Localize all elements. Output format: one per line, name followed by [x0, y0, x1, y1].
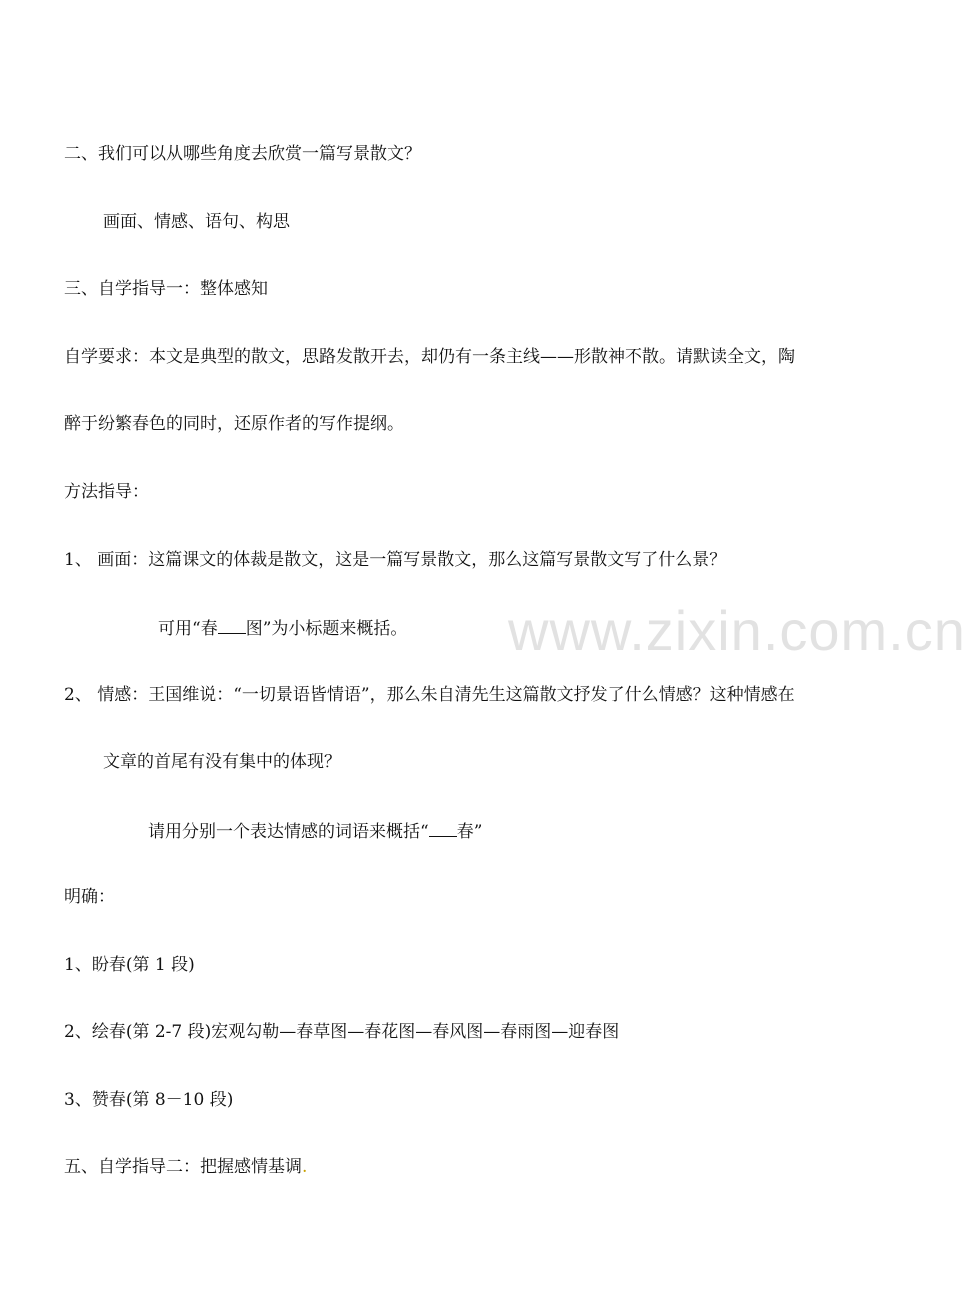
watermark: www.zixin.com.cn	[508, 599, 966, 662]
method-item-1: 1、 画面：这篇课文的体裁是散文，这是一篇写景散文，那么这篇写景散文写了什么景？	[64, 550, 727, 570]
method-item-2-continued: 文章的首尾有没有集中的体现？	[103, 752, 341, 772]
section-five-text: 五、自学指导二：把握感情基调	[64, 1157, 302, 1177]
section-three-heading: 三、自学指导一：整体感知	[64, 279, 268, 299]
outline-item-1: 1、盼春(第 1 段)	[64, 955, 195, 975]
self-study-requirement-continued: 醉于纷繁春色的同时，还原作者的写作提纲。	[64, 414, 404, 434]
blank-underline	[218, 616, 246, 634]
section-two-heading: 二、我们可以从哪些角度去欣赏一篇写景散文？	[64, 144, 421, 164]
hint-text-start: 可用“春	[158, 619, 218, 639]
hint-text-end: 春”	[456, 822, 483, 842]
method-item-1-hint	[158, 616, 407, 640]
hint-text-start: 请用分别一个表达情感的词语来概括“	[148, 822, 429, 842]
outline-item-2: 2、绘春(第 2-7 段)宏观勾勒—春草图—春花图—春风图—春雨图—迎春图	[64, 1022, 620, 1042]
appreciation-angles: 画面、情感、语句、构思	[103, 212, 290, 232]
method-item-2: 2、 情感：王国维说：“一切景语皆情语”，那么朱自清先生这篇散文抒发了什么情感？这种情感在	[64, 685, 795, 705]
method-item-2-hint	[148, 819, 482, 843]
method-guide-heading: 方法指导：	[64, 482, 149, 502]
self-study-requirement: 自学要求：本文是典型的散文，思路发散开去，却仍有一条主线——形散神不散。请默读全文，陶	[64, 347, 795, 367]
trailing-dot: .	[302, 1157, 308, 1177]
blank-underline	[429, 819, 457, 837]
hint-text-end: 图”为小标题来概括。	[245, 619, 408, 639]
clarification-heading: 明确：	[64, 887, 115, 907]
section-five-heading	[64, 1156, 307, 1178]
outline-item-3: 3、赞春(第 8－10 段)	[64, 1090, 234, 1110]
